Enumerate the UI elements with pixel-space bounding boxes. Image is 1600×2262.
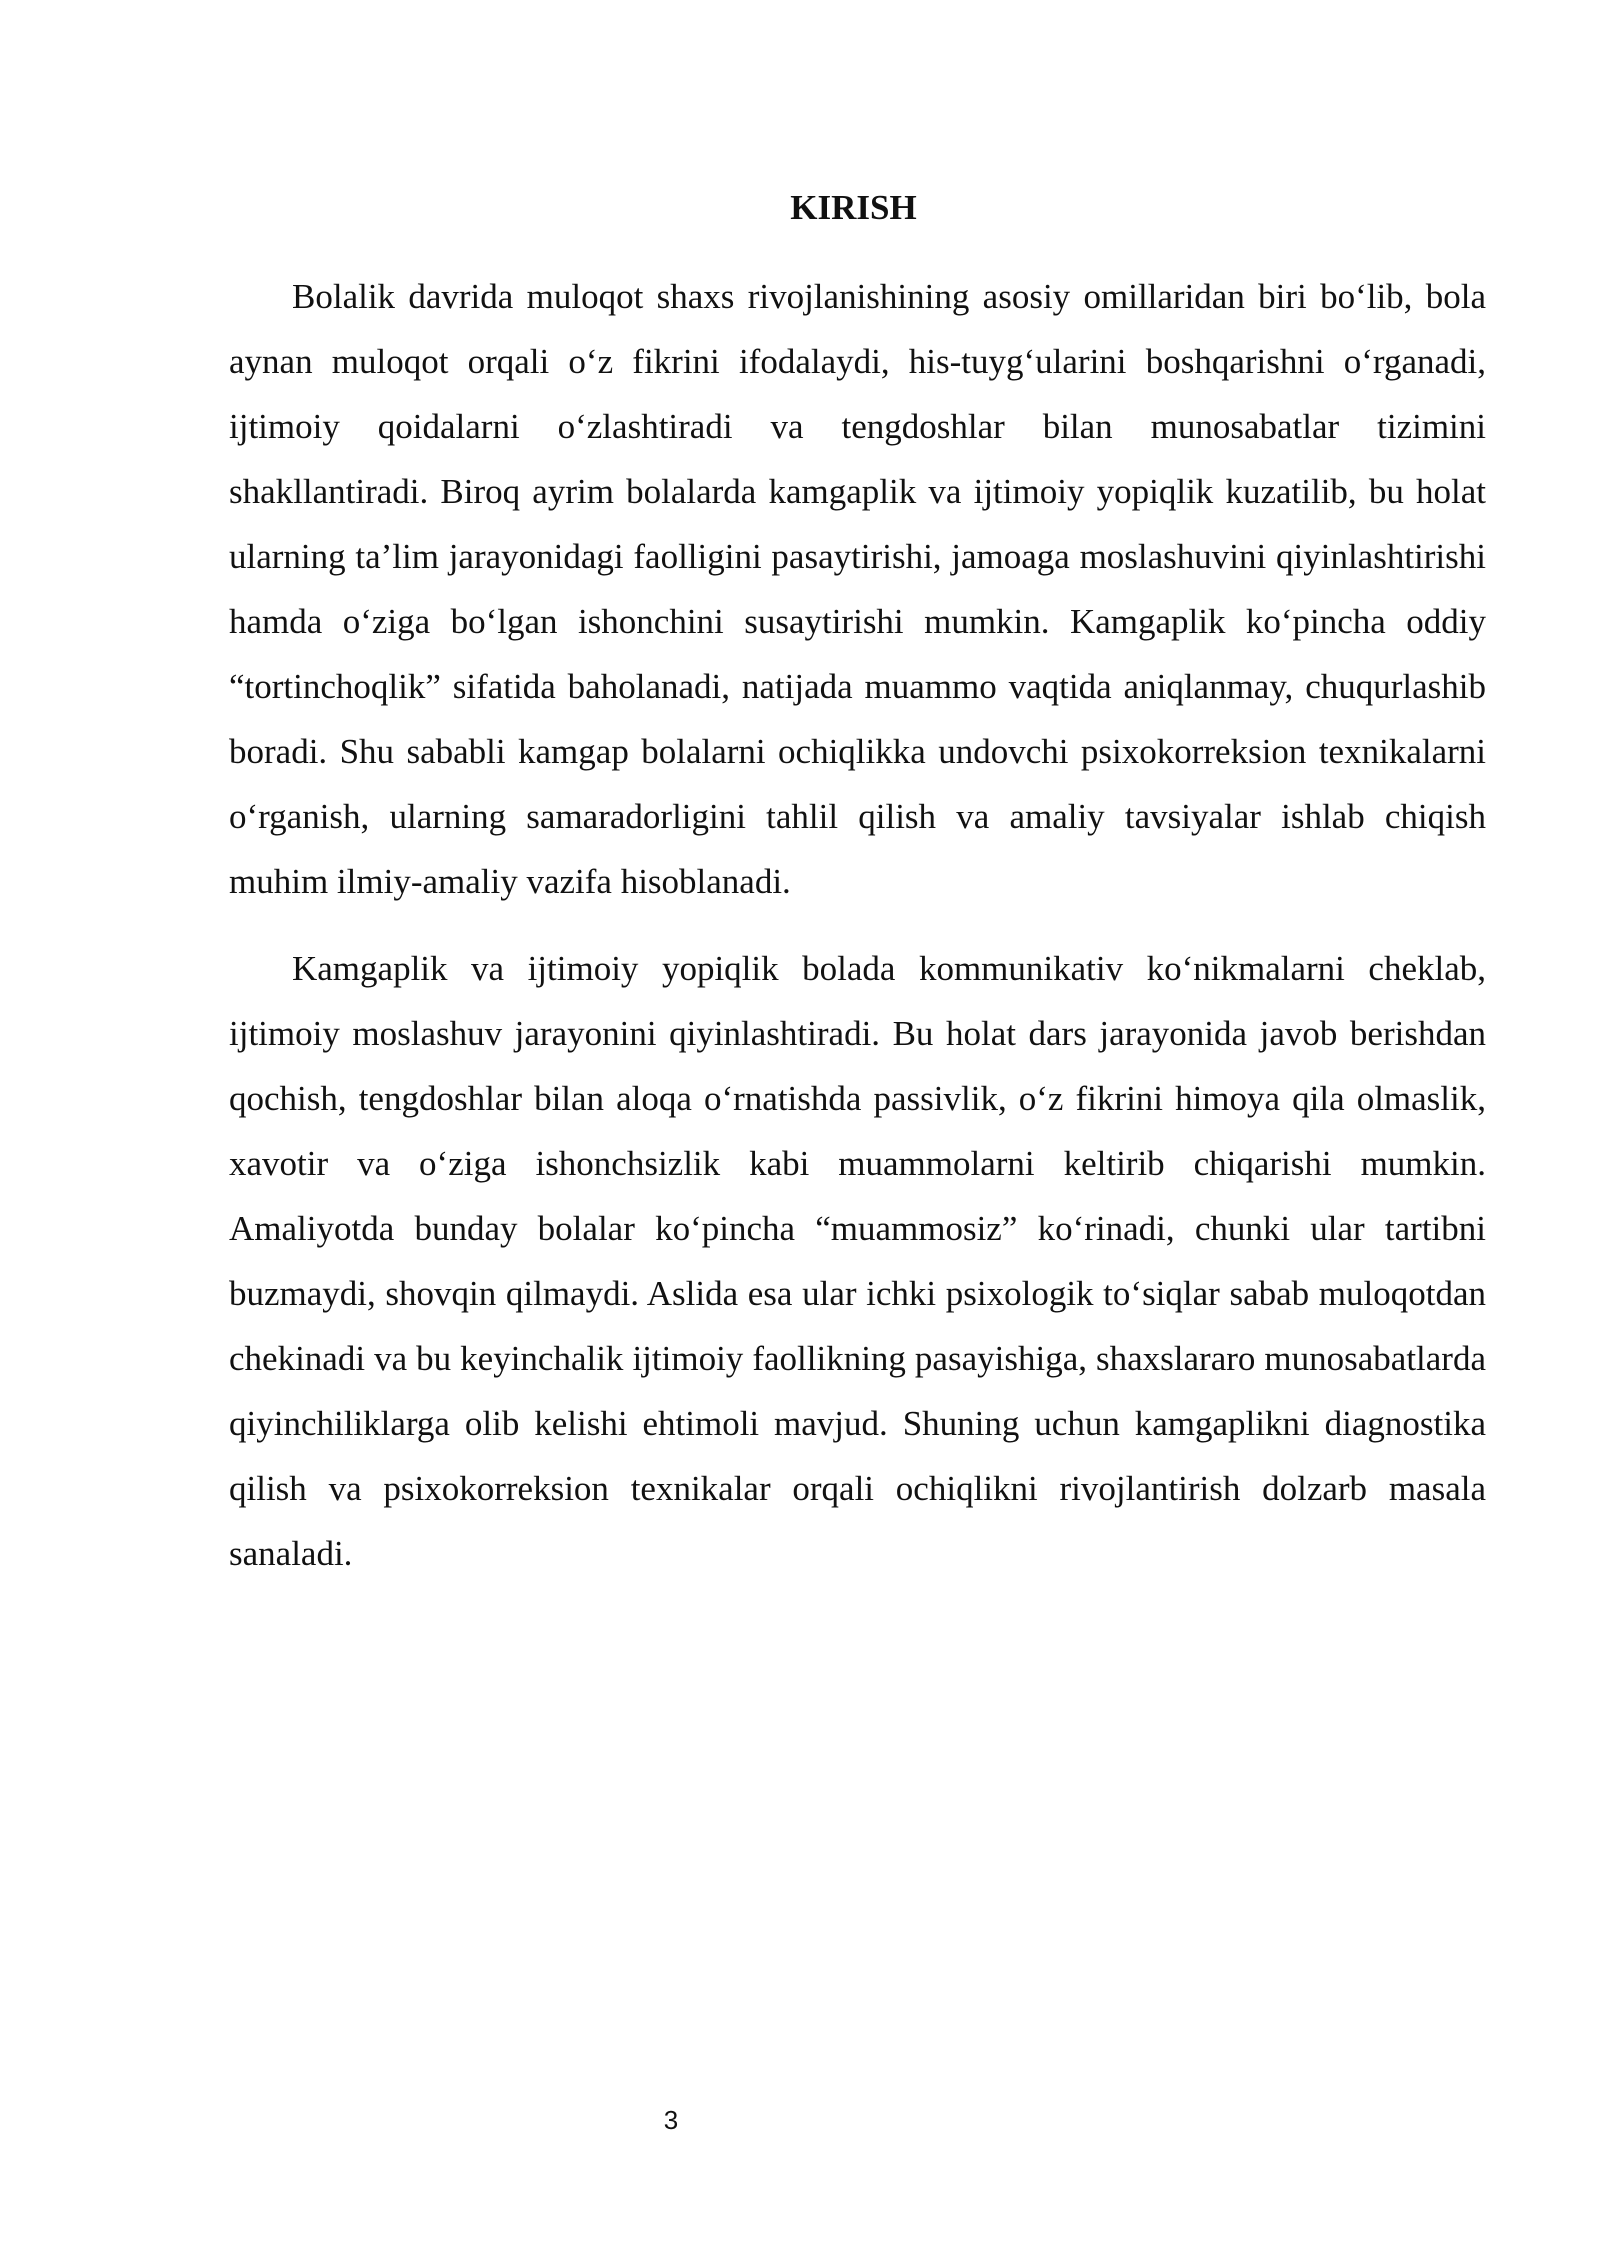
paragraph-2: Kamgaplik va ijtimoiy yopiqlik bolada kommunikativ ko‘nikmalarni cheklab, ijtimoiy moslashuv jarayonini qiyinlashtiradi. Bu holat dars jarayonida javob berishdan qochish, tengdoshlar bilan aloqa o‘rnatishda passivlik, o‘z fikrini himoya qila olmaslik, xavotir va o‘ziga ishonchsizlik kabi muammolarni keltirib chiqarishi mumkin. Amaliyotda bunday bolalar ko‘pincha “muammosiz” ko‘rinadi, chunki ular tartibni buzmaydi, shovqin qilmaydi. Aslida esa ular ichki psixologik to‘siqlar sabab muloqotdan chekinadi va bu keyinchalik ijtimoiy faollikning pasayishiga, shaxslararo munosabatlarda qiyinchiliklarga olib kelishi ehtimoli mavjud. Shuning uchun kamgaplikni diagnostika qilish va psixokorreksion texnikalar orqali ochiqlikni rivojlantirish dolzarb masala sanaladi. <box>229 949 1486 1573</box>
section-title: KIRISH <box>790 188 917 227</box>
page-content <box>229 170 1486 1586</box>
paragraph-1: Bolalik davrida muloqot shaxs rivojlanishining asosiy omillaridan biri bo‘lib, bola aynan muloqot orqali o‘z fikrini ifodalaydi, his-tuyg‘ularini boshqarishni o‘rganadi, ijtimoiy qoidalarni o‘zlashtiradi va tengdoshlar bilan munosabatlar tizimini shakllantiradi. Biroq ayrim bolalarda kamgaplik va ijtimoiy yopiqlik kuzatilib, bu holat ularning ta’lim jarayonidagi faolligini pasaytirishi, jamoaga moslashuvini qiyinlashtirishi hamda o‘ziga bo‘lgan ishonchini susaytirishi mumkin. Kamgaplik ko‘pincha oddiy “tortinchoqlik” sifatida baholanadi, natijada muammo vaqtida aniqlanmay, chuqurlashib boradi. Shu sababli kamgap bolalarni ochiqlikka undovchi psixokorreksion texnikalarni o‘rganish, ularning samaradorligini tahlil qilish va amaliy tavsiyalar ishlab chiqish muhim ilmiy-amaliy vazifa hisoblanadi. <box>229 277 1486 901</box>
page-number: 3 <box>663 2105 679 2135</box>
